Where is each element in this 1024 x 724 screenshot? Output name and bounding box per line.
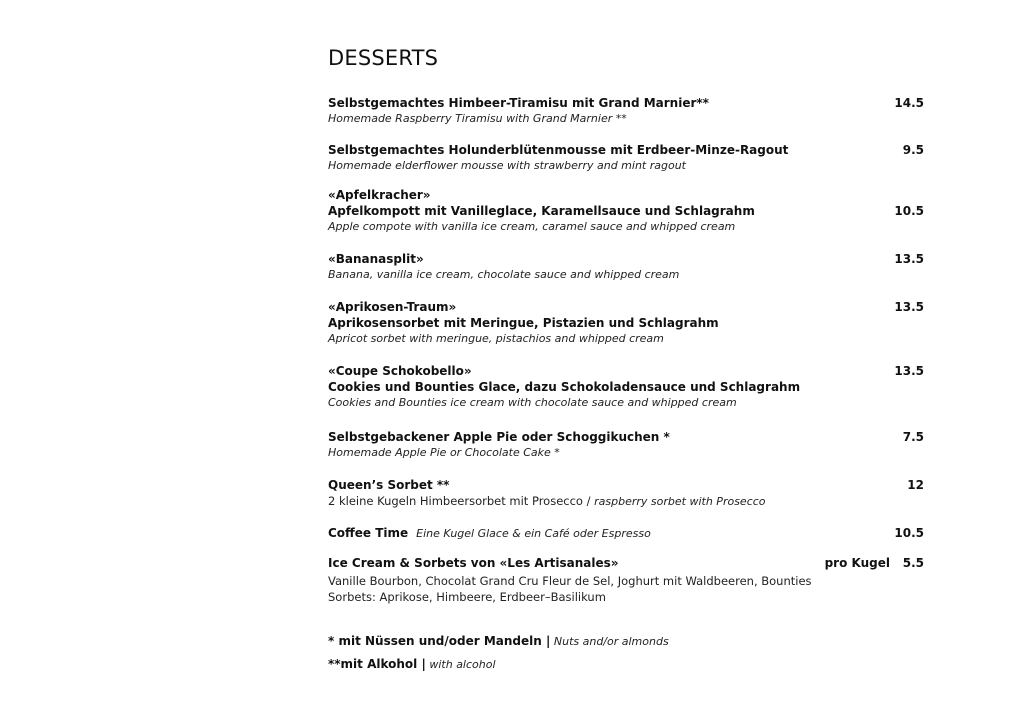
item-price: 13.5 <box>894 252 924 266</box>
item-name: Aprikosensorbet mit Meringue, Pistazien und Schlagrahm <box>328 316 719 330</box>
item-name: Apfelkompott mit Vanilleglace, Karamellsauce und Schlagrahm <box>328 204 755 218</box>
item-name: Cookies und Bounties Glace, dazu Schokoladensauce und Schlagrahm <box>328 380 801 394</box>
item-price: 7.5 <box>902 430 924 444</box>
menu-item-apfelkracher <box>328 187 924 235</box>
item-title: «Aprikosen-Traum» <box>328 300 457 314</box>
item-title: «Coupe Schokobello» <box>328 364 472 378</box>
menu-item-coffee-time <box>328 525 924 541</box>
item-description-de: 2 kleine Kugeln Himbeersorbet mit Prosecco / <box>328 494 595 508</box>
item-description: Homemade elderflower mousse with strawberry and mint ragout <box>328 159 686 172</box>
item-price: 9.5 <box>902 143 924 157</box>
item-name: Queen’s Sorbet ** <box>328 478 450 492</box>
item-description: Apple compote with vanilla ice cream, caramel sauce and whipped cream <box>328 220 736 233</box>
footnote-alcohol <box>328 655 496 673</box>
item-description <box>328 493 924 509</box>
item-price: 10.5 <box>894 204 924 218</box>
item-price: 5.5 <box>902 556 924 570</box>
item-title: «Apfelkracher» <box>328 188 431 202</box>
item-description: Cookies and Bounties ice cream with chocolate sauce and whipped cream <box>328 396 737 409</box>
item-name: Selbstgemachtes Himbeer-Tiramisu mit Grand Marnier** <box>328 96 709 110</box>
item-flavors: Vanille Bourbon, Chocolat Grand Cru Fleur de Sel, Joghurt mit Waldbeeren, Bounties <box>328 574 812 588</box>
item-price: 13.5 <box>894 300 924 314</box>
footnote-label: **mit Alkohol | <box>328 657 426 671</box>
menu-item-coupe-schokobello <box>328 363 924 411</box>
menu-item-holunder-mousse <box>328 142 924 174</box>
item-name: Coffee Time <box>328 526 409 540</box>
footnote-label: * mit Nüssen und/oder Mandeln | <box>328 634 551 648</box>
item-price: 14.5 <box>894 96 924 110</box>
footnote-nuts <box>328 632 669 650</box>
item-description: Apricot sorbet with meringue, pistachios and whipped cream <box>328 332 664 345</box>
menu-item-ice-cream-sorbets <box>328 555 924 605</box>
item-description: Homemade Apple Pie or Chocolate Cake * <box>328 446 560 459</box>
item-inline-description: Eine Kugel Glace & ein Café oder Espresso <box>416 527 651 540</box>
item-sorbets: Sorbets: Aprikose, Himbeere, Erdbeer–Basilikum <box>328 590 606 604</box>
item-price: 12 <box>907 478 924 492</box>
item-description: Banana, vanilla ice cream, chocolate sauce and whipped cream <box>328 268 680 281</box>
item-unit: pro Kugel <box>824 556 890 570</box>
menu-item-queens-sorbet <box>328 477 924 509</box>
menu-item-apple-pie <box>328 429 924 461</box>
item-description-en: raspberry sorbet with Prosecco <box>594 495 766 508</box>
menu-item-aprikosen-traum <box>328 299 924 347</box>
item-name: «Bananasplit» <box>328 252 424 266</box>
menu-item-tiramisu <box>328 95 924 127</box>
item-price: 13.5 <box>894 364 924 378</box>
page-title: DESSERTS <box>328 46 439 70</box>
footnote-translation: Nuts and/or almonds <box>550 635 669 648</box>
item-price: 10.5 <box>894 526 924 540</box>
item-description: Homemade Raspberry Tiramisu with Grand Marnier ** <box>328 112 627 125</box>
menu-item-bananasplit <box>328 251 924 283</box>
item-name: Ice Cream & Sorbets von «Les Artisanales» <box>328 556 619 570</box>
item-name: Selbstgebackener Apple Pie oder Schoggikuchen * <box>328 430 670 444</box>
footnote-translation: with alcohol <box>425 658 496 671</box>
item-name: Selbstgemachtes Holunderblütenmousse mit Erdbeer-Minze-Ragout <box>328 143 789 157</box>
